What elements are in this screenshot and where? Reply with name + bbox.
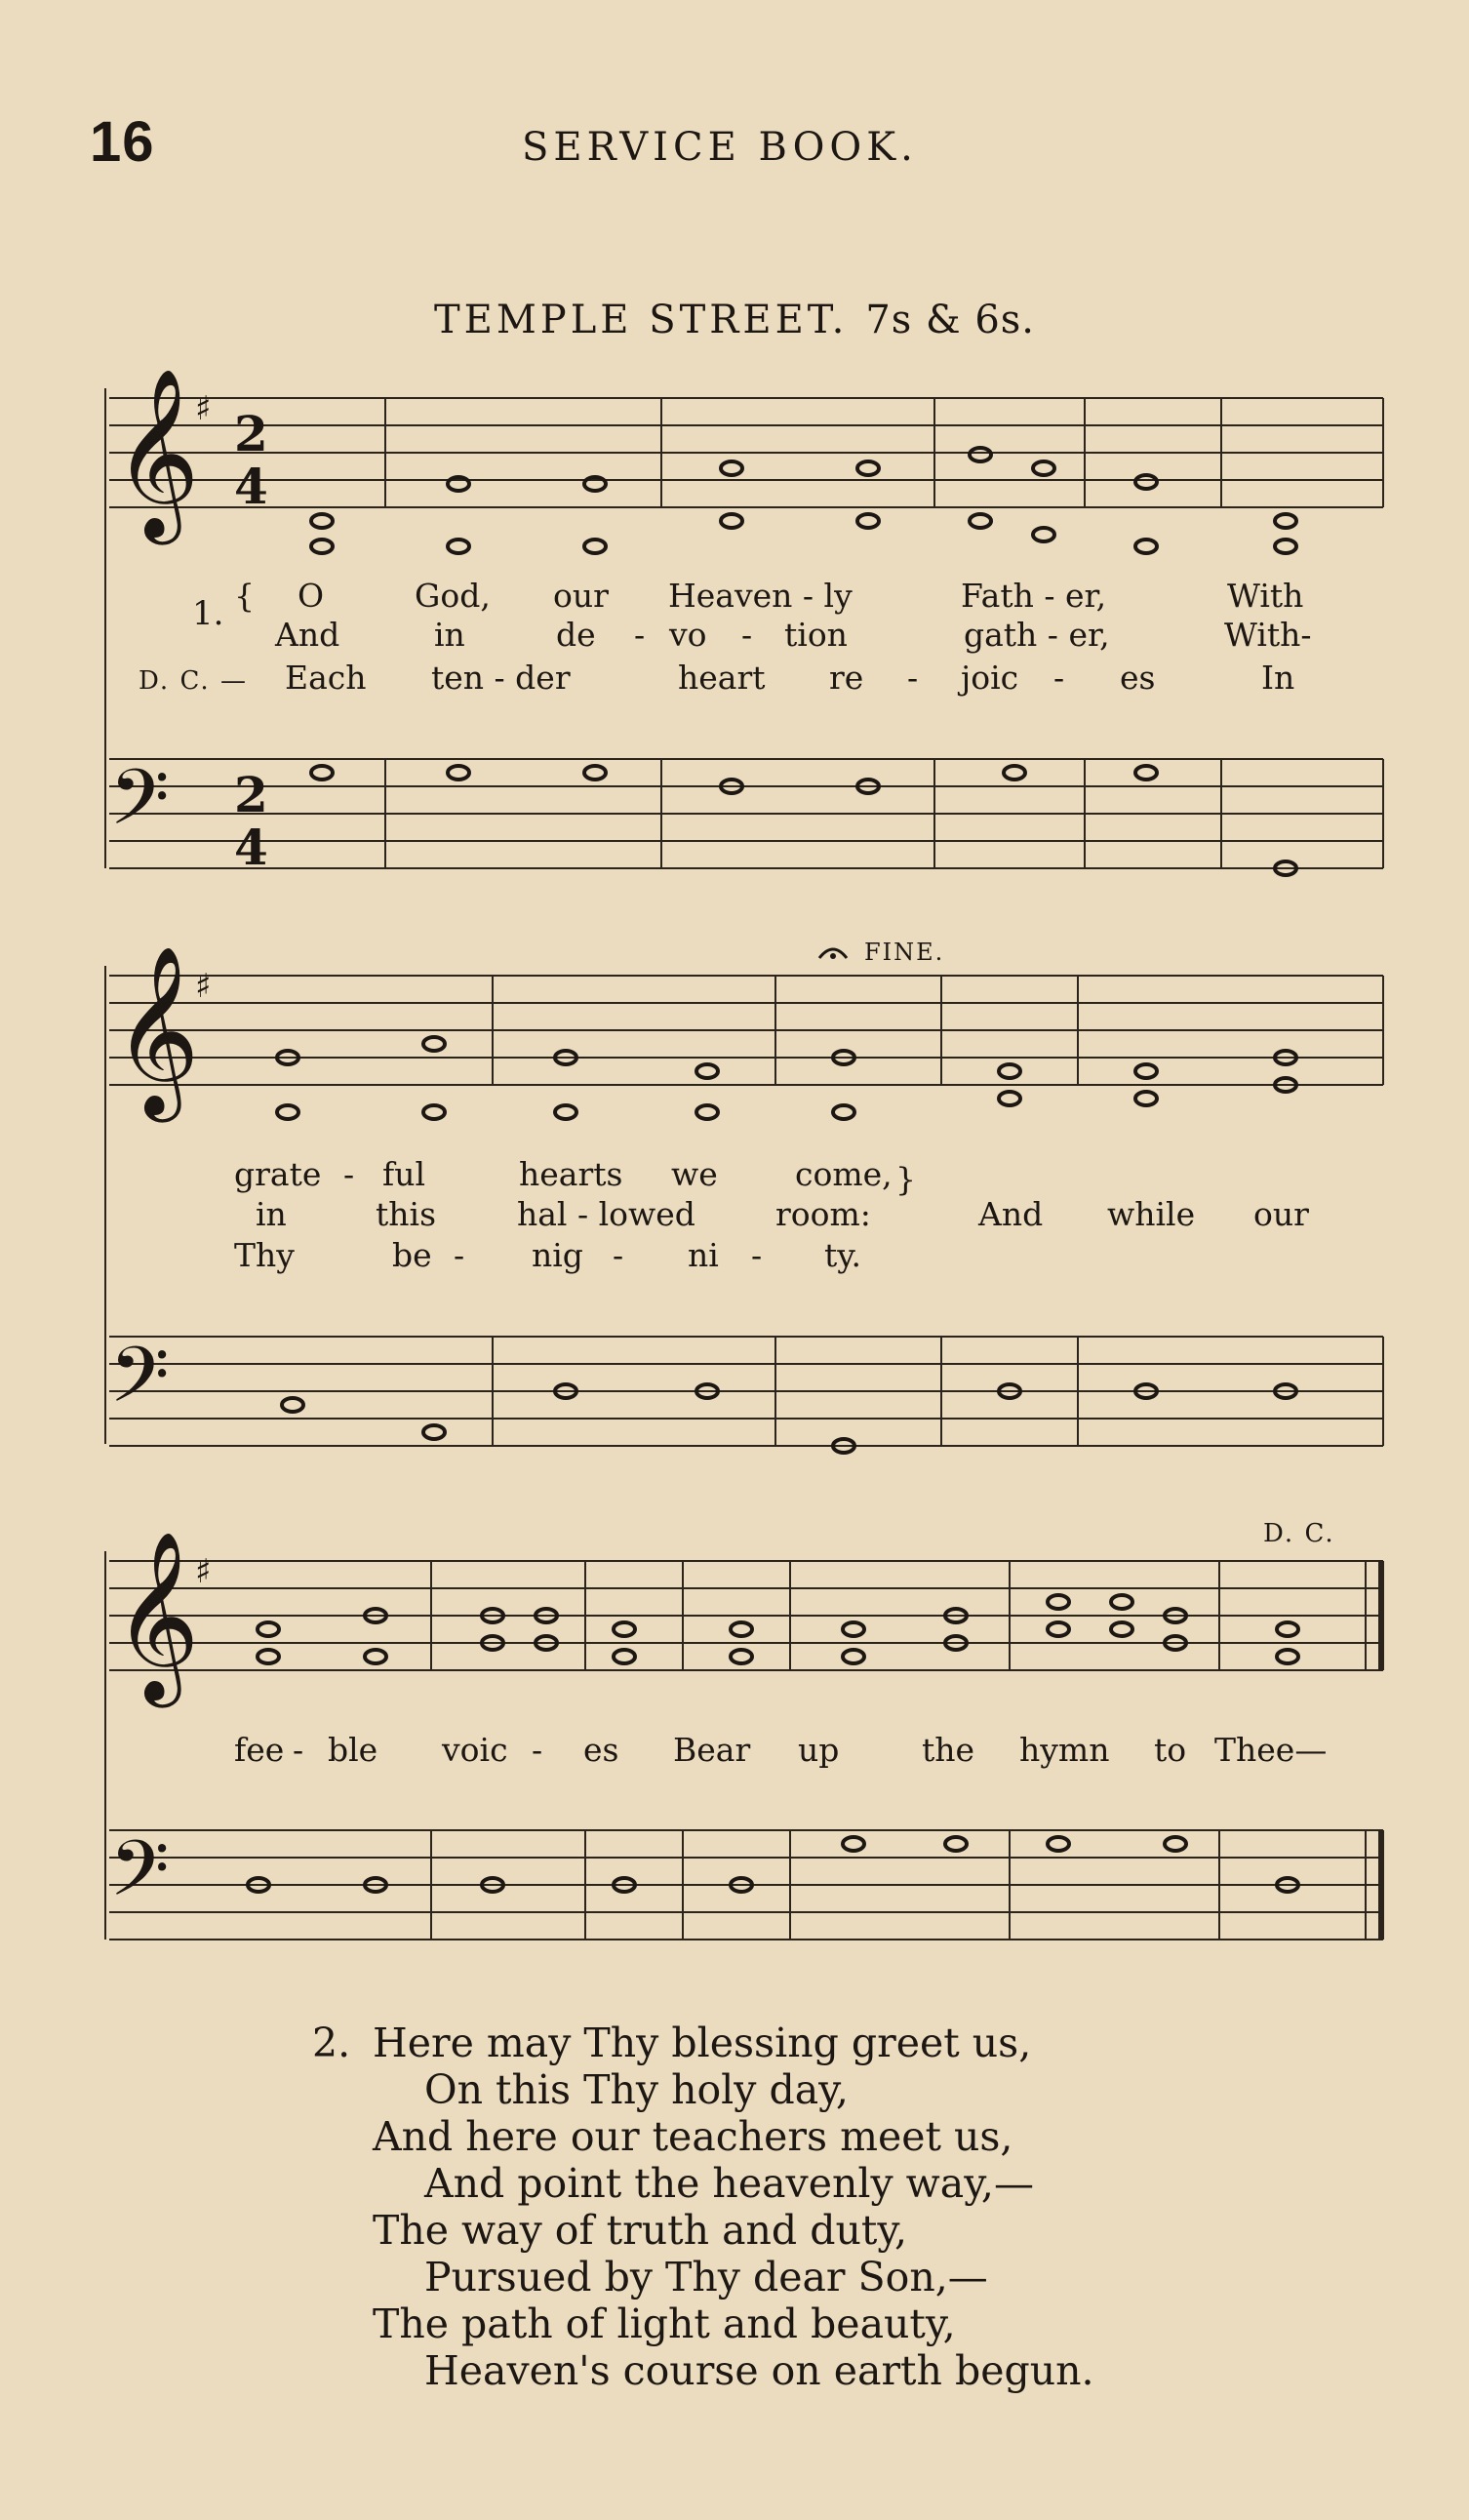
lyric: - (634, 616, 646, 654)
lyric: room: (775, 1195, 871, 1233)
lyric: up (798, 1731, 840, 1769)
lyric: to (1154, 1731, 1187, 1769)
lyric: heart (678, 659, 766, 697)
svg-text:𝄞: 𝄞 (113, 368, 200, 538)
lyric: Bear (673, 1731, 751, 1769)
running-title: SERVICE BOOK. (522, 125, 918, 170)
lyric: joic (961, 659, 1019, 697)
key-signature-sharp (195, 1552, 211, 1591)
treble-clef (113, 945, 200, 1123)
lyric: es (583, 1731, 619, 1769)
lyric: - (532, 1731, 543, 1769)
lyric: hymn (1019, 1731, 1110, 1769)
lyric: ty. (824, 1236, 862, 1274)
lyric: nig (532, 1236, 583, 1274)
svg-text:♯: ♯ (195, 389, 212, 428)
system-1 (105, 368, 1383, 876)
svg-text:2: 2 (234, 405, 268, 462)
lyric: grate (234, 1155, 322, 1193)
lyric: fee (234, 1731, 285, 1769)
stanza-2 (312, 2020, 1094, 2394)
treble-notes (277, 1037, 1296, 1119)
lyric: hal - lowed (517, 1195, 695, 1233)
lyric: de (556, 616, 596, 654)
time-signature-bass (234, 766, 268, 876)
brace: { (234, 577, 255, 615)
system-3 (105, 1519, 1383, 1940)
lyric: gath - er, (964, 616, 1110, 654)
key-signature-sharp (195, 389, 211, 428)
treble-notes (258, 1595, 1298, 1663)
bass-staff (109, 1830, 1383, 1940)
stanza-text: Here may Thy blessing greet us, (373, 2020, 1032, 2066)
dc-marker-top (1263, 1519, 1335, 1548)
lyric: God, (415, 577, 491, 615)
bass-notes (311, 766, 1296, 875)
lyric: - (1053, 659, 1065, 697)
page-number: 16 (90, 110, 155, 174)
key-signature-sharp (195, 967, 211, 1006)
fine-marker (819, 939, 944, 966)
dc-marker: D. C. — (139, 666, 248, 696)
stanza-number: 2. (312, 2020, 351, 2066)
lyric: tion (784, 616, 848, 654)
fine-label: FINE. (864, 939, 945, 966)
lyrics-verse-1-cont (234, 1155, 1309, 1274)
hymn-meter: 7s & 6s. (865, 298, 1036, 342)
stanza-line (312, 2020, 1094, 2066)
lyric: - (741, 616, 753, 654)
lyric: ble (328, 1731, 378, 1769)
lyrics-verse-1 (139, 577, 1312, 697)
svg-text:♯: ♯ (195, 1552, 212, 1591)
svg-text:𝄢: 𝄢 (109, 1330, 170, 1439)
svg-text:𝄞: 𝄞 (113, 1531, 200, 1700)
lyric: - (293, 1731, 304, 1769)
svg-text:♯: ♯ (195, 967, 212, 1006)
lyric: ful (382, 1155, 426, 1193)
lyric: come, (795, 1155, 893, 1193)
lyric: ni (688, 1236, 719, 1274)
stanza-line: The path of light and beauty, (373, 2300, 956, 2347)
hymn-name: TEMPLE STREET. (433, 298, 849, 342)
lyric: And (275, 616, 340, 654)
stanza-line: The way of truth and duty, (373, 2207, 908, 2254)
dc-label: D. C. (1263, 1519, 1335, 1548)
lyric: vo (669, 616, 707, 654)
bass-clef (109, 1330, 170, 1439)
stanza-line: Heaven's course on earth begun. (424, 2347, 1094, 2394)
svg-text:4: 4 (234, 819, 268, 876)
time-signature (234, 405, 268, 515)
lyrics-verse-1-end (234, 1731, 1327, 1769)
stanza-line: And point the heavenly way,— (424, 2160, 1034, 2207)
treble-notes (311, 448, 1296, 553)
lyric: in (434, 616, 465, 654)
treble-clef (113, 1531, 200, 1708)
lyric: re (829, 659, 864, 697)
brace: } (895, 1160, 916, 1198)
lyric: ten - der (431, 659, 571, 697)
bass-staff (109, 1337, 1383, 1446)
lyric: our (1253, 1195, 1309, 1233)
lyric: Fath - er, (961, 577, 1107, 615)
lyric: In (1261, 659, 1295, 697)
svg-text:4: 4 (234, 458, 268, 515)
lyric: - (751, 1236, 763, 1274)
bass-clef (109, 1823, 170, 1933)
lyric: And (978, 1195, 1044, 1233)
lyric: es (1120, 659, 1156, 697)
lyric: - (907, 659, 919, 697)
bass-clef (109, 752, 170, 861)
lyric: in (256, 1195, 287, 1233)
svg-text:𝄢: 𝄢 (109, 752, 170, 861)
svg-text:𝄢: 𝄢 (109, 1823, 170, 1933)
lyric: - (454, 1236, 465, 1274)
lyric: the (922, 1731, 975, 1769)
system-2 (105, 939, 1383, 1453)
lyric: Thee— (1214, 1731, 1328, 1769)
stanza-line: And here our teachers meet us, (373, 2113, 1013, 2160)
bass-staff (109, 759, 1383, 868)
lyric: With- (1224, 616, 1312, 654)
lyric: hearts (519, 1155, 623, 1193)
svg-text:𝄞: 𝄞 (113, 945, 200, 1115)
lyric: O (298, 577, 325, 615)
lyric: - (343, 1155, 355, 1193)
lyric: Heaven - ly (668, 577, 853, 615)
lyric: we (671, 1155, 718, 1193)
lyric: With (1227, 577, 1304, 615)
lyric: be (392, 1236, 432, 1274)
verse-number: 1. (192, 594, 224, 633)
lyric: voic (442, 1731, 508, 1769)
stanza-line: Pursued by Thy dear Son,— (424, 2254, 988, 2300)
treble-clef (113, 368, 200, 545)
bass-notes (248, 1837, 1298, 1892)
lyric: this (376, 1195, 437, 1233)
lyric: Thy (234, 1236, 295, 1274)
svg-text:2: 2 (234, 766, 268, 823)
lyric: - (613, 1236, 624, 1274)
lyric: our (553, 577, 609, 615)
stanza-line: On this Thy holy day, (424, 2066, 849, 2113)
lyric: while (1107, 1195, 1196, 1233)
lyric: Each (285, 659, 367, 697)
